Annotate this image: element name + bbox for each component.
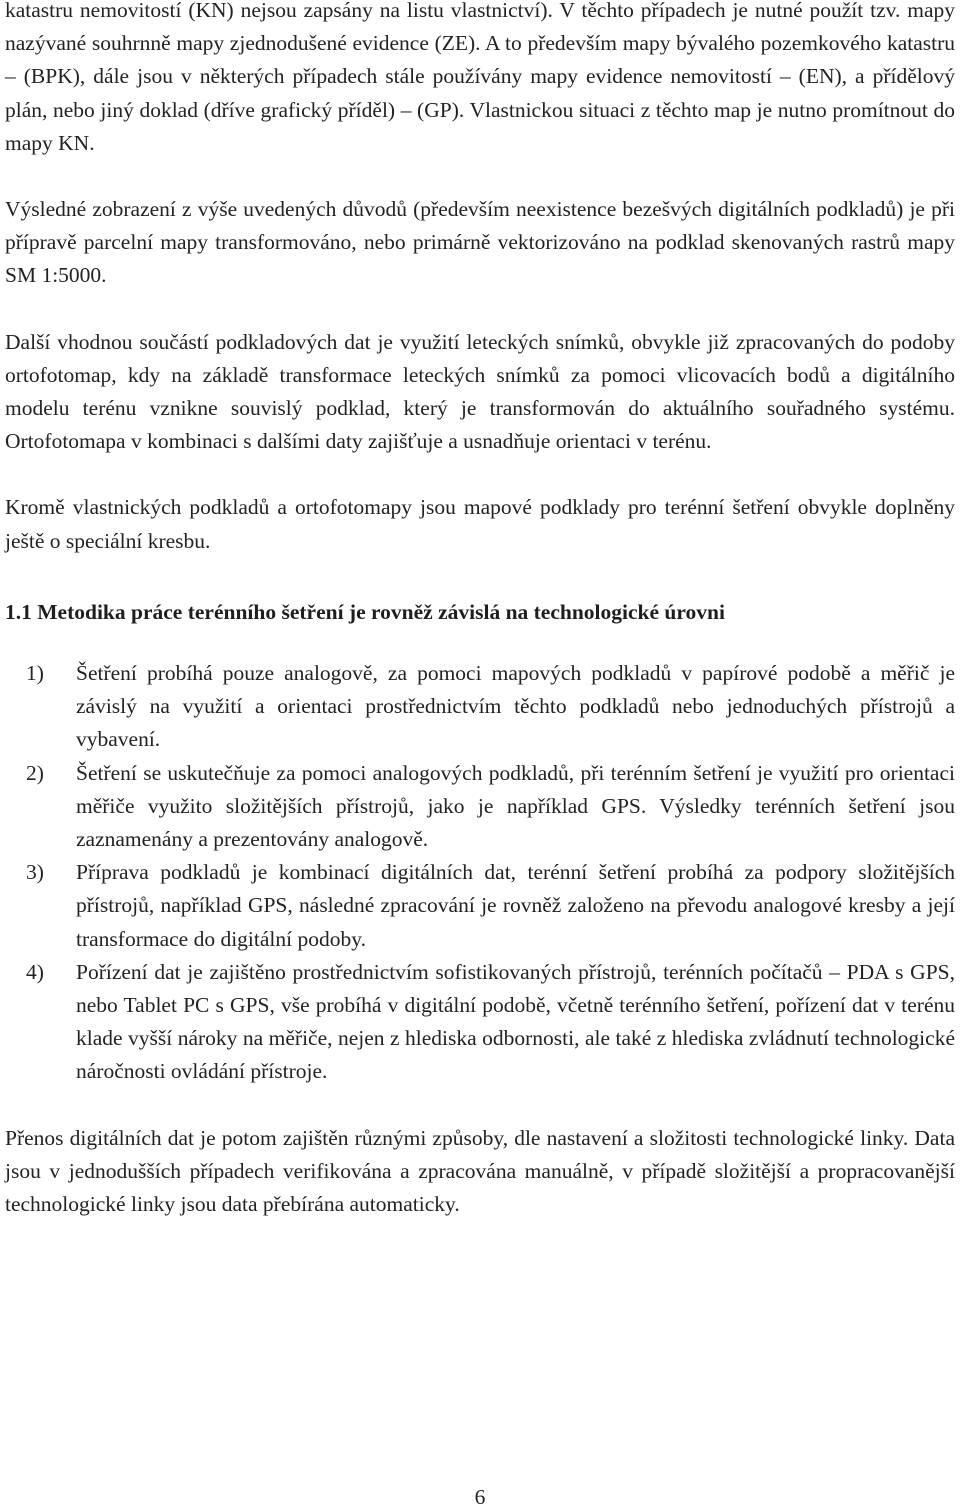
list-item-number: 3) [26, 860, 44, 885]
list-item-number: 4) [26, 959, 44, 984]
document-page [5, 0, 955, 1221]
list-item-text: Šetření se uskutečňuje za pomoci analogových podkladů, při terénním šetření je využití pro orientaci měřiče využito složitějších přístrojů, jako je například GPS. Výsledky terénních šetření jsou zaznamenány a prezentovány analogově. [76, 760, 955, 852]
method-list [5, 657, 955, 1089]
list-item [5, 757, 955, 857]
list-item-text: Příprava podkladů je kombinací digitálních dat, terénní šetření probíhá za podpory složitějších přístrojů, například GPS, následné zpracování je rovněž založeno na převodu analogové kresby a její transformace do digitální podoby. [76, 860, 955, 951]
paragraph-orthophoto: Další vhodnou součástí podkladových dat je využití leteckých snímků, obvykle již zpracovaných do podoby ortofotomap, kdy na základě transformace leteckých snímků za pomoci vlicovacích bodů a digitálního modelu terénu vznikne souvislý podklad, který je transformován do aktuálního souřadného systému. Ortofotomapa v kombinaci s dalšími daty zajišťuje a usnadňuje orientaci v terénu. [5, 329, 955, 454]
list-item [5, 956, 955, 1089]
list-item-text: Pořízení dat je zajištěno prostřednictvím sofistikovaných přístrojů, terénních počítačů – PDA s GPS, nebo Tablet PC s GPS, vše probíhá v digitální podobě, včetně terénního šetření, pořízení dat v terénu klade vyšší nároky na měřiče, nejen z hlediska odbornosti, ale také z hlediska zvládnutí technologické náročnosti ovládání přístroje. [76, 959, 955, 1084]
list-item [5, 657, 955, 757]
list-item [5, 856, 955, 956]
section-heading: 1.1 Metodika práce terénního šetření je rovněž závislá na technologické úrovni [5, 599, 725, 624]
paragraph-vectorization: Výsledné zobrazení z výše uvedených důvodů (především neexistence bezešvých digitálních podkladů) je při přípravě parcelní mapy transformováno, nebo primárně vektorizováno na podklad skenovaných rastrů mapy SM 1:5000. [5, 197, 955, 288]
paragraph-data-transfer: Přenos digitálních dat je potom zajištěn různými způsoby, dle nastavení a složitosti technologické linky. Data jsou v jednodušších případech verifikována a zpracována manuálně, v případě složitější a propracovanější technologické linky jsou data přebírána automaticky. [5, 1125, 955, 1217]
paragraph-intro: katastru nemovitostí (KN) nejsou zapsány na listu vlastnictví). V těchto případech je nutné použít tzv. mapy nazývané souhrnně mapy zjednodušené evidence (ZE). A to především mapy bývalého pozemkového katastru – (BPK), dále jsou v některých případech stále používány mapy evidence nemovitostí – (EN), a přídělový plán, nebo jiný doklad (dříve grafický příděl) – (GP). Vlastnickou situaci z těchto map je nutno promítnout do mapy KN. [5, 0, 955, 155]
list-item-text: Šetření probíhá pouze analogově, za pomoci mapových podkladů v papírové podobě a měřič je závislý na využití a orientaci prostřednictvím těchto podkladů nebo jednoduchých přístrojů a vybavení. [76, 661, 955, 752]
list-item-number: 1) [26, 661, 44, 686]
page-number: 6 [474, 1485, 486, 1509]
list-item-number: 2) [26, 760, 44, 785]
paragraph-special-drawing: Kromě vlastnických podkladů a ortofotomapy jsou mapové podklady pro terénní šetření obvykle doplněny ještě o speciální kresbu. [5, 495, 955, 553]
